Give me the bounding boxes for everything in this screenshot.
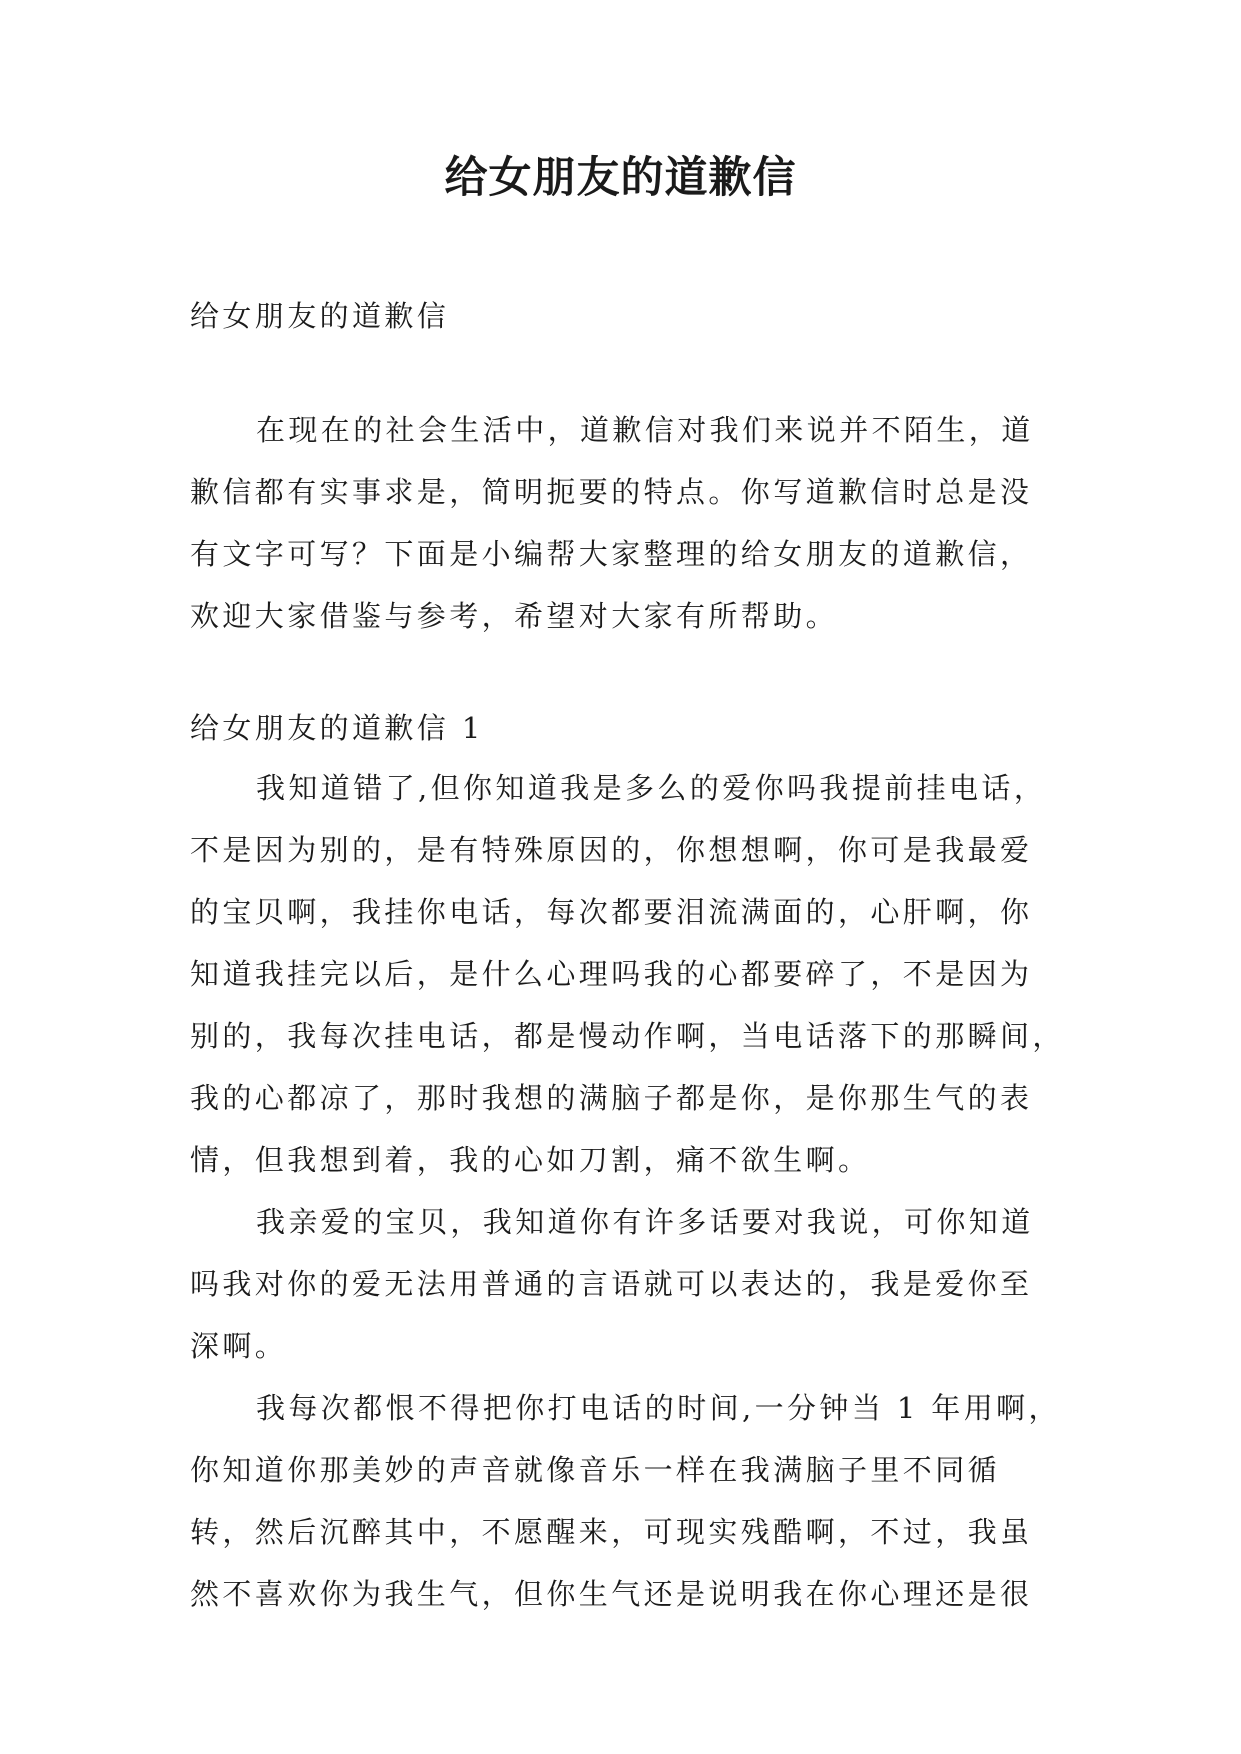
paragraph-line: 我知道错了,但你知道我是多么的爱你吗我提前挂电话， (256, 771, 1047, 805)
paragraph-line: 情，但我想到着，我的心如刀割，痛不欲生啊。 (190, 1143, 871, 1177)
paragraph-line: 你知道你那美妙的声音就像音乐一样在我满脑子里不同循 (190, 1453, 1001, 1487)
paragraph-line: 别的，我每次挂电话，都是慢动作啊，当电话落下的那瞬间， (190, 1019, 1065, 1053)
intro-line: 歉信都有实事求是，简明扼要的特点。你写道歉信时总是没 (190, 475, 1033, 509)
paragraph-line: 我亲爱的宝贝，我知道你有许多话要对我说，可你知道 (256, 1205, 1034, 1239)
paragraph-line: 吗我对你的爱无法用普通的言语就可以表达的，我是爱你至 (190, 1267, 1033, 1301)
section-heading: 给女朋友的道歉信 1 (190, 711, 484, 745)
paragraph-line: 深啊。 (190, 1329, 288, 1363)
paragraph-line: 转，然后沉醉其中，不愿醒来，可现实残酷啊，不过，我虽 (190, 1515, 1033, 1549)
paragraph-line: 知道我挂完以后，是什么心理吗我的心都要碎了，不是因为 (190, 957, 1033, 991)
paragraph-line: 不是因为别的，是有特殊原因的，你想想啊，你可是我最爱 (190, 833, 1033, 867)
intro-line: 在现在的社会生活中，道歉信对我们来说并不陌生，道 (256, 413, 1034, 447)
document-subtitle: 给女朋友的道歉信 (190, 299, 450, 333)
paragraph-line: 然不喜欢你为我生气，但你生气还是说明我在你心理还是很 (190, 1577, 1033, 1611)
document-title: 给女朋友的道歉信 (444, 153, 797, 203)
paragraph-line: 的宝贝啊，我挂你电话，每次都要泪流满面的，心肝啊，你 (190, 895, 1033, 929)
intro-line: 有文字可写？下面是小编帮大家整理的给女朋友的道歉信， (190, 537, 1033, 571)
paragraph-line: 我每次都恨不得把你打电话的时间,一分钟当 1 年用啊， (256, 1391, 1061, 1425)
intro-line: 欢迎大家借鉴与参考，希望对大家有所帮助。 (190, 599, 839, 633)
paragraph-line: 我的心都凉了，那时我想的满脑子都是你，是你那生气的表 (190, 1081, 1033, 1115)
